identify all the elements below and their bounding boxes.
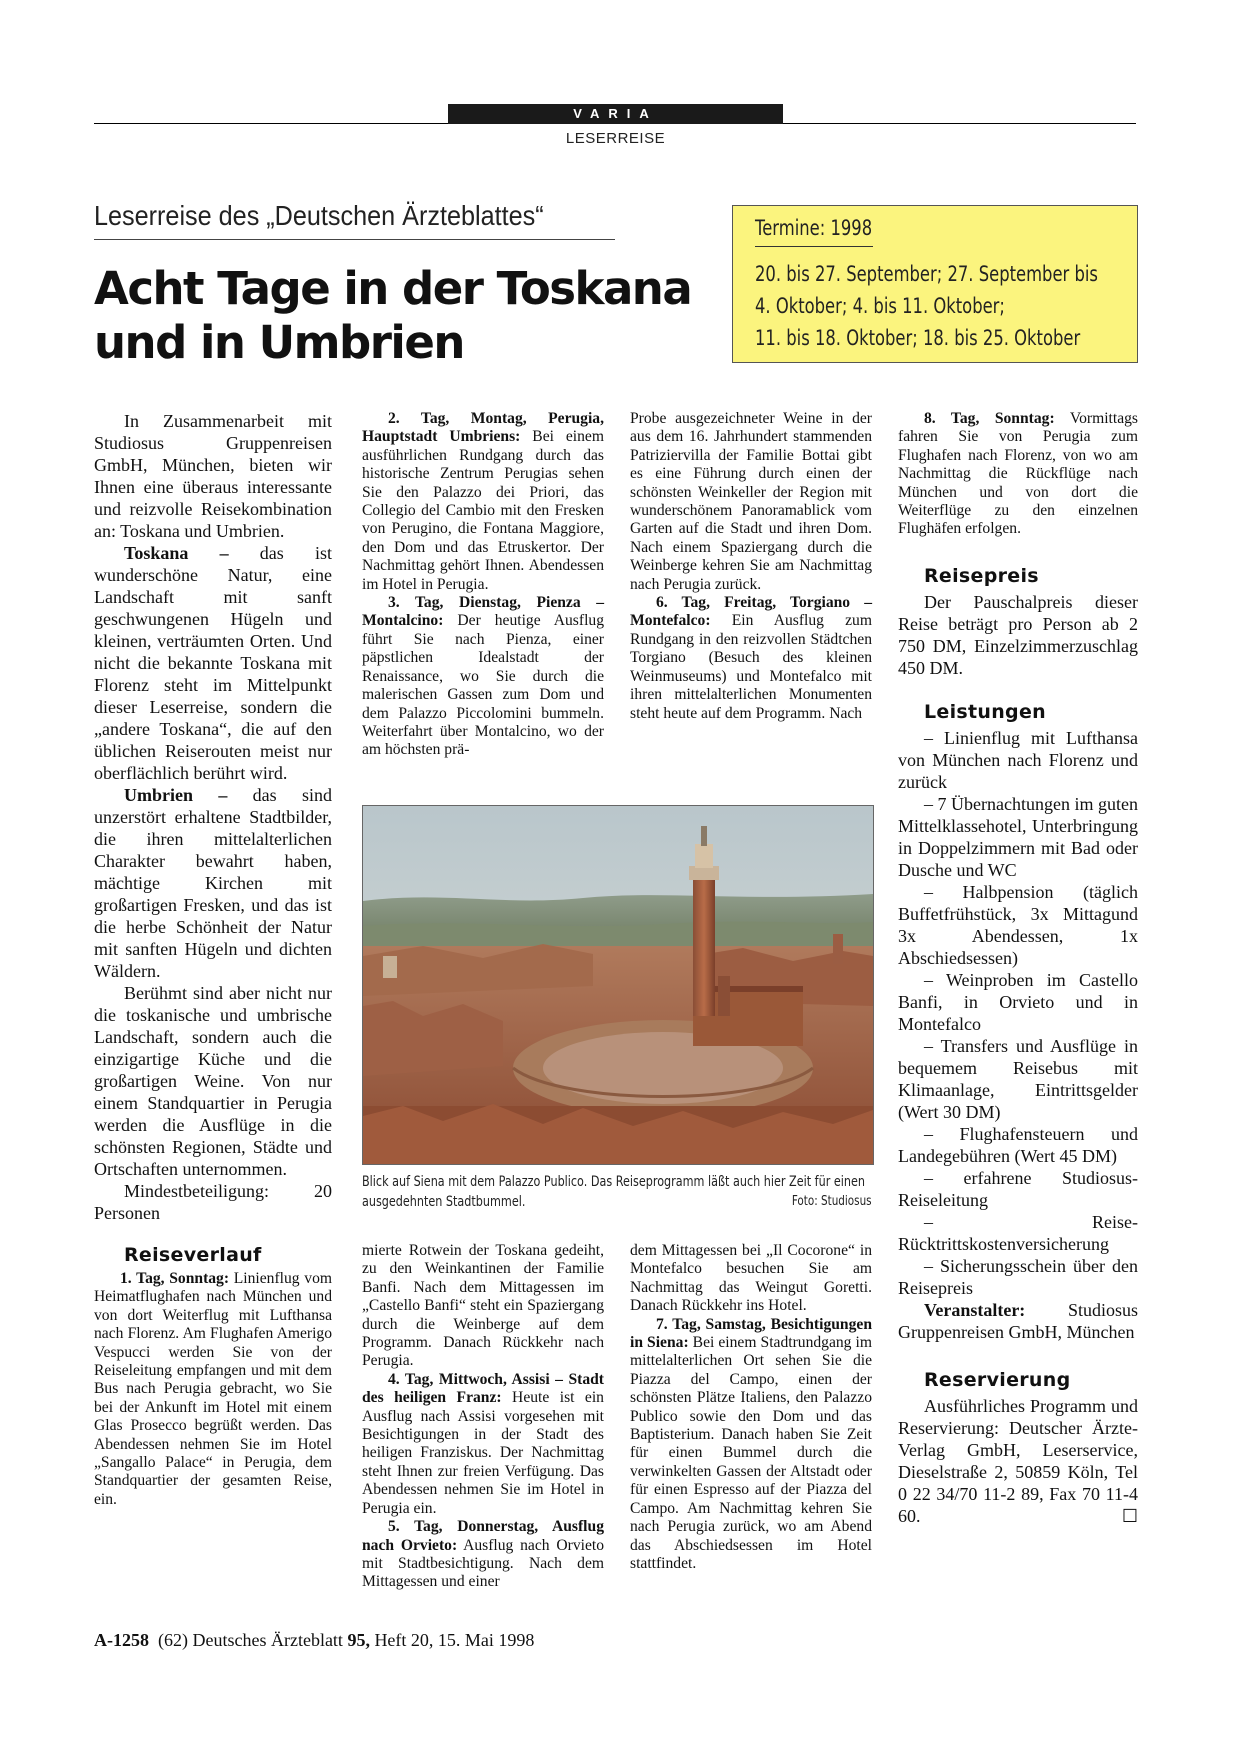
- page-number: A-1258: [94, 1630, 149, 1650]
- day-6: [630, 594, 872, 723]
- day-7-lead: 7. Tag, Samstag, Besichtigungen in Siena:: [630, 1315, 872, 1352]
- day-8-text: Vormittags fahren Sie von Perugia zum Flughafen nach Florenz, von wo am Nachmittag die Rückflüge nach München und von dort die Weiterflüge zu den einzelnen Flughäfen erfolgen.: [898, 410, 1138, 538]
- day-1-text: Linienflug vom Heimatflughafen nach München und von dort Weiterflug mit Lufthansa nach Florenz. Am Flughafen Amerigo Vespucci werden Sie von der Reiseleitung empfangen und mit dem Bus nach Perugia gebracht, wo Sie bei der Ankunft im Hotel mit einem Glas Prosecco begrüßt werden. Das Abendessen nehmen Sie im Hotel „Sangallo Palace“ in Perugia, dem Standquartier der gesamten Reise, ein.: [94, 1270, 332, 1508]
- footer-issue: (62) Deutsches Ärzteblatt: [158, 1630, 343, 1650]
- umbrien-text: das sind unzerstört erhaltene Stadtbilder, die ihren mittelalterlichen Charakter bewahrt haben, mächtige Kirchen mit großartigen Fresken, und das ist die herbe Schönheit der Natur mit sanften Hügeln und dichten Wäldern.: [94, 785, 332, 981]
- section-label: LESERREISE: [565, 130, 666, 147]
- reservierung-text: [898, 1395, 1138, 1527]
- termine-line-2: 4. Oktober; 4. bis 11. Oktober;: [755, 294, 1005, 318]
- termine-line-1: 20. bis 27. September; 27. September bis: [755, 262, 1098, 286]
- toskana-text: das ist wunderschöne Natur, eine Landschaft mit sanft geschwungenen Hügeln und kleinen, verträumten Orten. Und nicht die bekannte Toskana mit Florenz steht im Mittelpunkt dieser Leserreise, sondern die „andere Toskana“, die auf den üblichen Reiserouten meist nur oberflächlich berührt wird.: [94, 543, 332, 783]
- leistung-item: – Sicherungsschein über den Reisepreis: [898, 1255, 1138, 1298]
- day-4-text: Heute ist ein Ausflug nach Assisi vorgesehen mit Besichtigungen in der Stadt des heiligen Franziskus. Der Nachmittag steht Ihnen zur freien Verfügung. Das Abendessen nehmen Sie im Hotel in Perugia ein.: [362, 1389, 604, 1517]
- kicker-rule: [94, 239, 615, 240]
- leistung-item: – Flughafensteuern und Landegebühren (Wert 45 DM): [898, 1123, 1138, 1166]
- reservierung-body: Ausführliches Programm und Reservierung: Deutscher Ärzte-Verlag GmbH, Leserservice, Dieselstraße 2, 50859 Köln, Tel 0 22 34/70 11-2 89, Fax 70 11-4 60.: [898, 1395, 1138, 1526]
- day-2-text: Bei einem ausführlichen Rundgang durch das historische Zentrum Perugias sehen Sie den Palazzo dei Priori, das Collegio del Cambio mit den Fresken von Perugino, die Fontana Maggiore, den Dom und das Etruskertor. Der Nachmittag gehört Ihnen. Abendessen im Hotel in Perugia.: [362, 428, 604, 593]
- leistung-item: – Weinproben im Castello Banfi, in Orvieto und in Montefalco: [898, 969, 1138, 1034]
- reisepreis-text: Der Pauschalpreis dieser Reise beträgt pro Person ab 2 750 DM, Einzelzimmerzuschlag 450 DM.: [898, 591, 1138, 678]
- day-3-continuation: mierte Rotwein der Toskana gedeiht, zu den Weinkantinen der Familie Banfi. Nach dem Mittagessen im „Castello Banfi“ steht ein Spaziergang durch die Weinberge auf dem Programm. Danach Rückkehr nach Perugia.: [362, 1242, 604, 1370]
- umbrien-paragraph: [94, 784, 332, 982]
- day-8: [898, 410, 1138, 539]
- umbrien-lead: Umbrien –: [124, 785, 228, 805]
- day-3-text: Der heutige Ausflug führt Sie nach Pienza, einer päpstlichen Idealstadt der Renaissance, wo Sie durch die malerischen Gassen zum Dom und dem Palazzo Piccolomini bummeln. Weiterfahrt über Montalcino, wo der am höchsten prä-: [362, 612, 604, 759]
- photo-caption: [362, 1172, 872, 1212]
- veranstalter: [898, 1299, 1138, 1343]
- day-2: [362, 410, 604, 594]
- leistung-item: – Transfers und Ausflüge in bequemem Reisebus mit Klimaanlage, Eintrittsgelder (Wert 30 DM): [898, 1035, 1138, 1122]
- day-1-lead: 1. Tag, Sonntag:: [120, 1270, 230, 1287]
- leistung-item: – Reise-Rücktrittskostenversicherung: [898, 1211, 1138, 1254]
- column-2-upper: [362, 410, 604, 760]
- footer-heft: Heft 20, 15. Mai 1998: [374, 1630, 535, 1650]
- leistung-item: – erfahrene Studiosus-Reiseleitung: [898, 1167, 1138, 1210]
- section-bar: [448, 104, 783, 124]
- termine-dates: [755, 258, 1129, 354]
- cuisine-paragraph: Berühmt sind aber nicht nur die toskanische und umbrische Landschaft, sondern auch die einzigartige Küche und die großartigen Weine. Von nur einem Standquartier in Perugia werden die Ausflüge in die schönsten Regionen, Städte und Ortschaften unternommen.: [94, 983, 332, 1179]
- day-6-lead: 6. Tag, Freitag, Torgiano – Montefalco:: [630, 594, 872, 630]
- siena-photo: [362, 805, 874, 1165]
- intro-paragraph: In Zusammenarbeit mit Studiosus Gruppenreisen GmbH, München, bieten wir Ihnen eine überaus interessante und reizvolle Reisekombination an: Toskana und Umbrien.: [94, 411, 332, 541]
- leistungen-list: [898, 727, 1138, 1299]
- leistung-item: – Linienflug mit Lufthansa von München nach Florenz und zurück: [898, 727, 1138, 792]
- caption-text: Blick auf Siena mit dem Palazzo Publico. Das Reiseprogramm läßt auch hier Zeit für einen ausgedehnten Stadtbummel.: [362, 1174, 865, 1210]
- day-1: [94, 1270, 332, 1509]
- day-7: [630, 1316, 872, 1574]
- footer-volume: 95,: [347, 1630, 370, 1650]
- day-3-lead: 3. Tag, Dienstag, Pienza – Montalcino:: [362, 594, 604, 630]
- kicker: Leserreise des „Deutschen Ärzteblattes“: [94, 200, 544, 231]
- day-4-lead: 4. Tag, Mittwoch, Assisi – Stadt des heiligen Franz:: [362, 1370, 604, 1407]
- column-2-lower: [362, 1242, 604, 1592]
- headline: [94, 262, 714, 370]
- column-3-lower: [630, 1242, 872, 1573]
- minimum-participants: Mindestbeteiligung: 20 Personen: [94, 1181, 332, 1223]
- reservierung-heading: Reservierung: [924, 1368, 1071, 1391]
- veranstalter-text: Studiosus Gruppenreisen GmbH, München: [898, 1299, 1138, 1342]
- day-3: [362, 594, 604, 760]
- column-3-upper: [630, 410, 872, 723]
- headline-line-2: und in Umbrien: [94, 316, 464, 369]
- toskana-lead: Toskana –: [124, 543, 229, 563]
- reisepreis-heading: Reisepreis: [924, 564, 1039, 587]
- day-5-continuation: Probe ausgezeichneter Weine in der aus dem 16. Jahrhundert stammenden Patriziervilla der Familie Bottai gibt es eine Führung durch einen der schönsten Weinkeller der Region mit wunderschönem Panoramablick vom Garten auf die Stadt und ihren Dom. Nach einem Spaziergang durch die Weinberge kehren Sie am Nachmittag nach Perugia zurück.: [630, 410, 872, 593]
- day-5-text: Ausflug nach Orvieto mit Stadtbesichtigung. Nach dem Mittagessen und einer: [362, 1536, 605, 1591]
- reiseverlauf-heading: Reiseverlauf: [124, 1244, 262, 1266]
- leistung-item: – 7 Übernachtungen im guten Mittelklassehotel, Unterbringung in Doppelzimmern mit Bad oder Dusche und WC: [898, 793, 1138, 880]
- day-6-text: Ein Ausflug zum Rundgang in den reizvollen Städtchen Torgiano (Besuch des kleinen Weinmuseums) und Montefalco mit ihren mittelalterlichen Monumenten steht heute auf dem Programm. Nach: [630, 612, 872, 722]
- day-6-continuation: dem Mittagessen bei „Il Cocorone“ in Montefalco besuchen Sie am Nachmittag das Weingut Goretti. Danach Rückkehr ins Hotel.: [630, 1242, 872, 1315]
- column-1: [94, 410, 332, 1509]
- toskana-paragraph: [94, 542, 332, 784]
- varia-label: VARIA: [573, 106, 658, 121]
- day-5-lead: 5. Tag, Donnerstag, Ausflug nach Orvieto:: [362, 1518, 604, 1554]
- veranstalter-lead: Veranstalter:: [924, 1299, 1026, 1320]
- leistungen-heading: Leistungen: [924, 700, 1046, 723]
- day-4: [362, 1371, 604, 1518]
- termine-rule: [755, 246, 873, 247]
- leistung-item: – Halbpension (täglich Buffetfrühstück, 3x Mittagund 3x Abendessen, 1x Abschiedsessen): [898, 881, 1138, 968]
- day-5: [362, 1518, 604, 1592]
- day-2-lead: 2. Tag, Montag, Perugia, Hauptstadt Umbriens:: [362, 410, 604, 446]
- termine-line-3: 11. bis 18. Oktober; 18. bis 25. Oktober: [755, 326, 1081, 350]
- headline-line-1: Acht Tage in der Toskana: [94, 262, 692, 315]
- day-8-lead: 8. Tag, Sonntag:: [924, 410, 1055, 427]
- photo-credit: Foto: Studiosus: [791, 1194, 872, 1209]
- termine-title: Termine: 1998: [755, 216, 873, 240]
- day-7-text: Bei einem Stadtrundgang im mittelalterlichen Ort sehen Sie die Piazza del Campo, einen der schönsten Plätze Italiens, den Palazzo Publico sowie den Dom und das Baptisterium. Danach haben Sie Zeit für einen Bummel durch die verwinkelten Gassen der Altstadt oder für einen Espresso auf der Piazza del Campo. Am Nachmittag kehren Sie nach Perugia zurück, wo am Abend das Abschiedsessen im Hotel stattfindet.: [630, 1334, 872, 1572]
- end-mark-icon: ☐: [1121, 1505, 1138, 1526]
- footer: [94, 1630, 534, 1651]
- column-4: [898, 410, 1138, 1527]
